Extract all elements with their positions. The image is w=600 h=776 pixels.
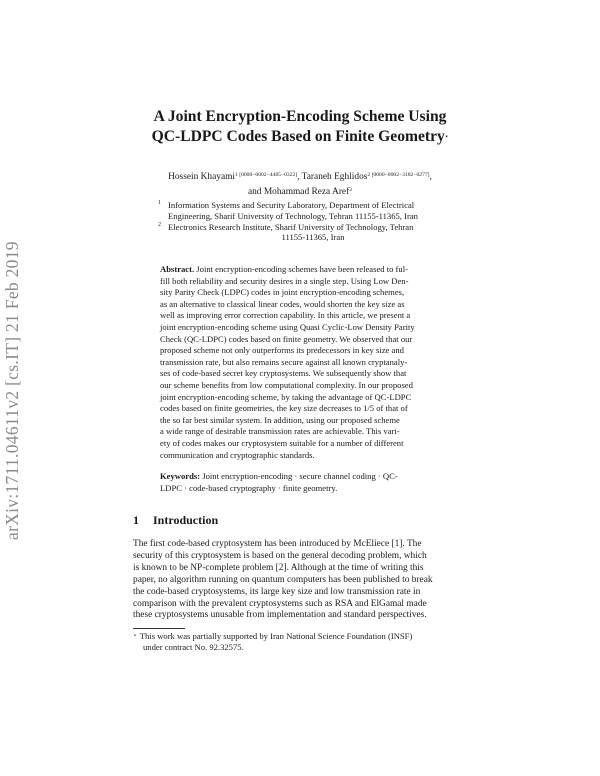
paper-title — [110, 107, 490, 147]
footnote-line: under contract No. 92.32575. — [143, 642, 244, 653]
abstract-line: a wide range of desirable transmission rates are achievable. This vari- — [160, 426, 400, 437]
author-orcid: 2 [0000−0002−3182−0277] — [367, 172, 430, 178]
keywords-line: Keywords: Joint encryption-encoding · secure channel coding · QC- — [160, 471, 398, 481]
abstract-line: proposed scheme not only outperforms its predecessors in key size and — [160, 345, 404, 356]
abstract-line: communication and cryptographic standards. — [160, 449, 315, 460]
body-line: The first code-based cryptosystem has been introduced by McEliece [1]. The — [133, 539, 422, 549]
affiliation-number: 2 — [158, 221, 161, 228]
body-line: paper, no algorithm running on quantum computers has been published to break — [133, 574, 433, 585]
footnote-divider — [133, 628, 185, 629]
author-name: , Taraneh Eghlidos — [297, 172, 368, 182]
title-line: QC-LDPC Codes Based on Finite Geometry⋆ — [151, 128, 449, 145]
author-affil-mark: 2 — [349, 187, 353, 193]
affiliation-line: Engineering, Sharif University of Technology, Tehran 11155-11365, Iran — [168, 210, 418, 221]
affiliation-number: 1 — [158, 200, 161, 206]
introduction-paragraph — [133, 539, 469, 622]
body-line: the code-based cryptosystems, its large key size and low transmission rate in — [133, 586, 421, 597]
author-name: and Mohammad Reza Aref — [247, 187, 350, 197]
abstract-line: Check (QC-LDPC) codes based on finite geometry. We observed that our — [160, 333, 413, 344]
section-heading — [133, 513, 218, 528]
author-line: Hossein Khayami$^{1 [0000-0002-4485-0322]}$, Taraneh Eghlidos$^{2 [0000-0002-3182-0277]}$, — [168, 172, 432, 182]
body-line: these cryptosystems unusable from implementation and standard perspectives. — [133, 610, 427, 621]
abstract-line: joint encryption-encoding scheme, by taking the advantage of QC-LDPC — [160, 391, 412, 402]
affiliations — [158, 200, 458, 243]
footnote-mark: ⋆ — [133, 633, 137, 639]
abstract-label: Abstract. — [160, 264, 195, 274]
abstract-line: ety of codes makes our cryptosystem suitable for a number of different — [160, 437, 404, 448]
affiliation-item — [158, 200, 458, 222]
keywords-line: LDPC · code-based cryptography · finite geometry. — [160, 482, 338, 493]
abstract-line: joint encryption-encoding scheme using Quasi Cyclic-Low Density Parity — [160, 321, 415, 332]
footnote — [133, 631, 469, 654]
title-line: A Joint Encryption-Encoding Scheme Using — [153, 108, 447, 125]
section-title: Introduction — [153, 513, 219, 527]
abstract — [160, 264, 442, 461]
affiliation-line: Electronics Research Institute, Sharif University of Technology, Tehran — [168, 221, 414, 232]
abstract-line: ses of code-based secret key cryptosystems. We subsequently show that — [160, 368, 407, 379]
affiliation-item — [158, 222, 458, 244]
body-line: security of this cryptosystem is based on the general decoding problem, which — [133, 550, 427, 561]
author-name: Hossein Khayami — [168, 172, 236, 182]
abstract-line: our scheme benefits from low computational complexity. In our proposed — [160, 379, 413, 390]
author-line — [110, 184, 490, 199]
abstract-line: well as improving error correction capability. In this article, we present a — [160, 310, 411, 321]
footnote-line: ⋆ This work was partially supported by Iran National Science Foundation (INSF) — [133, 631, 413, 641]
affiliation-line: 11155-11365, Iran — [281, 232, 345, 243]
author-orcid: 1 [0000−0002−4485−0322] — [235, 172, 298, 178]
keywords-label: Keywords: — [160, 471, 201, 481]
affiliation-line: Information Systems and Security Laboratory, Department of Electrical — [168, 200, 415, 210]
body-line: is known to be NP-complete problem [2]. Although at the time of writing this — [133, 562, 424, 573]
abstract-line: Abstract. Joint encryption-encoding schemes have been released to ful- — [160, 264, 408, 274]
abstract-line: fill both reliability and security desires in a single step. Using Low Den- — [160, 275, 409, 286]
body-line: comparison with the prevalent cryptosystems such as RSA and ElGamal made — [133, 598, 427, 609]
keywords — [160, 471, 442, 494]
abstract-line: codes based on finite geometries, the key size decreases to 1/5 of that of — [160, 403, 408, 414]
abstract-line: transmission rate, but also remains secure against all known cryptanaly- — [160, 356, 408, 367]
arxiv-stamp: arXiv:1711.04611v2 [cs.IT] 21 Feb 2019 — [2, 241, 22, 540]
abstract-line: as an alternative to classical linear codes, would shorten the key size as — [160, 298, 405, 309]
title-footnote-mark: ⋆ — [444, 134, 449, 140]
author-list — [110, 169, 490, 199]
section-number: 1 — [133, 513, 139, 527]
abstract-line: the so far best similar system. In addition, using our proposed scheme — [160, 414, 400, 425]
abstract-line: sity Parity Check (LDPC) codes in joint encryption-encoding schemes, — [160, 287, 405, 298]
